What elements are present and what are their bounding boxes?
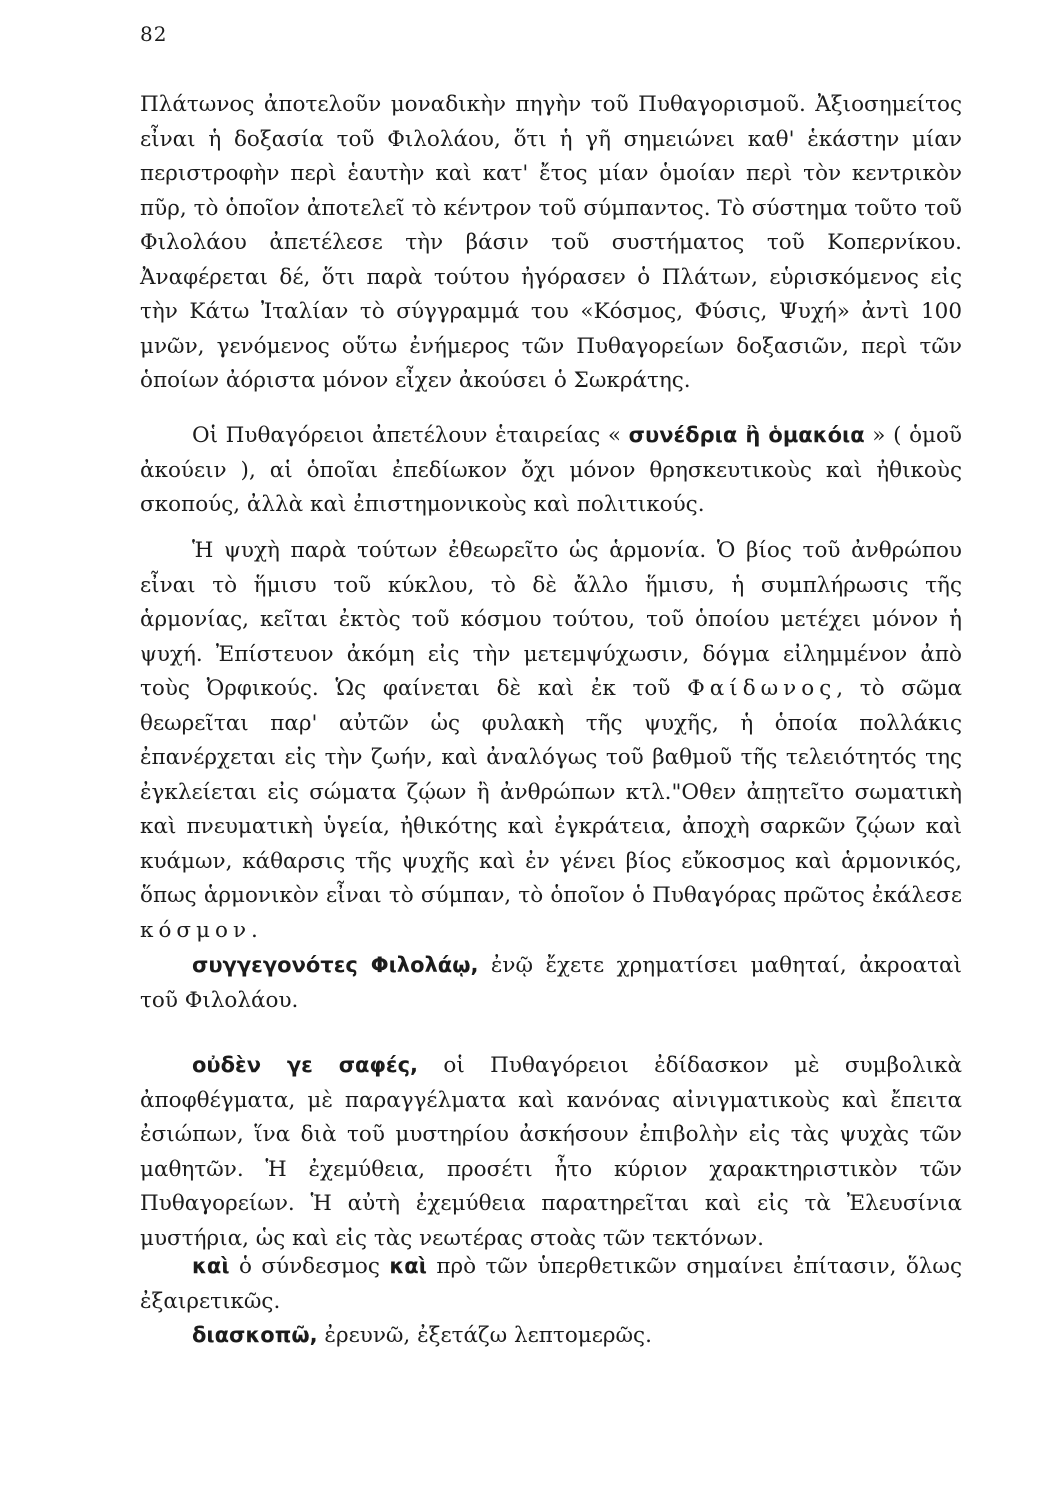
- term-synedria: συνέδρια ἢ ὁμακόια: [628, 423, 865, 447]
- glossary-term: οὐδὲν γε σαφές,: [192, 1053, 419, 1077]
- spaced-word-phaidonos: Φαίδωνος: [687, 676, 837, 701]
- paragraph-platonic-sources: [140, 88, 962, 399]
- paragraph-text: [140, 1048, 962, 1256]
- glossary-entry-kai: [140, 1249, 962, 1319]
- spaced-word-kosmon: κόσμον: [140, 917, 252, 943]
- glossary-definition: ὁ σύνδεσμος: [229, 1254, 390, 1279]
- text-span: .: [251, 917, 258, 943]
- paragraph-text: Πλάτωνος ἀποτελοῦν μοναδικὴν πηγὴν τοῦ Πυθαγορισμοῦ. Ἀξιοσημείτος εἶναι ἡ δοξασία τοῦ Φιλολάου, ὅτι ἡ γῆ σημειώνει καθ' ἑκάστην μίαν περιστροφὴν περὶ ἑαυτὴν καὶ κατ' ἔτος μίαν ὁμοίαν περὶ τὸν κεντρικὸν πῦρ, τὸ ὁποῖον ἀποτελεῖ τὸ κέντρον τοῦ σύμπαντος. Τὸ σύστημα τοῦτο τοῦ Φιλολάου ἀπετέλεσε τὴν βάσιν τοῦ συστήματος τοῦ Κοπερνίκου. Ἀναφέρεται δέ, ὅτι παρὰ τούτου ἠγόρασεν ὁ Πλάτων, εὑρισκόμενος εἰς τὴν Κάτω Ἰταλίαν τὸ σύγγραμμά του «Κόσμος, Φύσις, Ψυχή» ἀντὶ 100 μνῶν, γενόμενος οὕτω ἐνήμερος τῶν Πυθαγορείων δοξασιῶν, περὶ τῶν ὁποίων ἀόριστα μόνον εἶχεν ἀκούσει ὁ Σωκράτης.: [140, 92, 962, 393]
- glossary-entry-diaskopo: [140, 1318, 962, 1354]
- glossary-definition: ἐρευνῶ, ἐξετάζω λεπτομερῶς.: [317, 1323, 652, 1348]
- paragraph-text: [140, 1249, 962, 1319]
- glossary-entry-ouden-ge-saphes: [140, 1048, 962, 1256]
- text-span: » ( ὁμοῦ ἀκούειν ), αἱ ὁποῖαι ἐπεδίωκον ὄχι μόνον θρησκευτικοὺς καὶ ἠθικοὺς σκοπούς, ἀλλὰ καὶ ἐπιστημονικοὺς καὶ πολιτικούς.: [140, 423, 963, 517]
- glossary-term: συγγεγονότες Φιλολάῳ,: [192, 953, 479, 977]
- glossary-definition: πρὸ τῶν ὑπερθετικῶν σημαίνει ἐπίτασιν, ὅλως ἐξαιρετικῶς.: [140, 1254, 962, 1314]
- paragraph-text: [140, 418, 962, 523]
- text-span: , τὸ σῶμα θεωρεῖται παρ' αὐτῶν ὡς φυλακὴ τῆς ψυχῆς, ἡ ὁποία πολλάκις ἐπανέρχεται εἰς τὴν ζωήν, καὶ ἀναλόγως τοῦ βαθμοῦ τῆς τελειότητός της ἐγκλείεται εἰς σώματα ζῴων ἢ ἀνθρώπων κτλ."Οθεν ἀπῃτεῖτο σωματικὴ καὶ πνευματικὴ ὑγεία, ἠθικότης καὶ ἐγκράτεια, ἀποχὴ σαρκῶν ζῴων καὶ κυάμων, κάθαρσις τῆς ψυχῆς καὶ ἐν γένει βίος εὔκοσμος καὶ ἁρμονικός, ὅπως ἁρμονικὸν εἶναι τὸ σύμπαν, τὸ ὁποῖον ὁ Πυθαγόρας πρῶτος ἐκάλεσε: [140, 676, 962, 908]
- glossary-term: καὶ: [192, 1254, 230, 1278]
- text-span: Οἱ Πυθαγόρειοι ἀπετέλουν ἑταιρείας «: [192, 423, 622, 448]
- glossary-term: διασκοπῶ,: [192, 1323, 318, 1347]
- glossary-definition: οἱ Πυθαγόρειοι ἐδίδασκον μὲ συμβολικὰ ἀποφθέγματα, μὲ παραγγέλματα καὶ κανόνας αἰνιγματικοὺς καὶ ἔπειτα ἐσιώπων, ἵνα διὰ τοῦ μυστηρίου ἀσκήσουν ἐπιβολὴν εἰς τὰς ψυχὰς τῶν μαθητῶν. Ἡ ἐχεμύθεια, προσέτι ἦτο κύριον χαρακτηριστικὸν τῶν Πυθαγορείων. Ἡ αὐτὴ ἐχεμύθεια παρατηρεῖται καὶ εἰς τὰ Ἐλευσίνια μυστήρια, ὡς καὶ εἰς τὰς νεωτέρας στοὰς τῶν τεκτόνων.: [140, 1053, 962, 1251]
- text-span: Ἡ ψυχὴ παρὰ τούτων ἐθεωρεῖτο ὡς ἁρμονία. Ὁ βίος τοῦ ἀνθρώπου εἶναι τὸ ἥμισυ τοῦ κύκλου, τὸ δὲ ἄλλο ἥμισυ, ἡ συμπλήρωσις τῆς ἁρμονίας, κεῖται ἐκτὸς τοῦ κόσμου τούτου, τοῦ ὁποίου μετέχει μόνον ἡ ψυχή. Ἐπίστευον ἀκόμη εἰς τὴν μετεμψύχωσιν, δόγμα εἰλημμένον ἀπὸ τοὺς Ὀρφικούς. Ὡς φαίνεται δὲ καὶ ἐκ τοῦ: [140, 538, 962, 701]
- paragraph-text: [140, 948, 962, 1018]
- paragraph-text: [140, 1318, 962, 1354]
- glossary-entry-syggegonotes: [140, 948, 962, 1018]
- page-number: 82: [140, 22, 168, 46]
- paragraph-text: [140, 534, 962, 948]
- glossary-definition: ἐνῷ ἔχετε χρηματίσει μαθηταί, ἀκροαταὶ τοῦ Φιλολάου.: [140, 953, 962, 1013]
- paragraph-pythagorean-societies: [140, 418, 962, 523]
- paragraph-soul-harmony: [140, 534, 962, 948]
- glossary-term: καὶ: [389, 1254, 427, 1278]
